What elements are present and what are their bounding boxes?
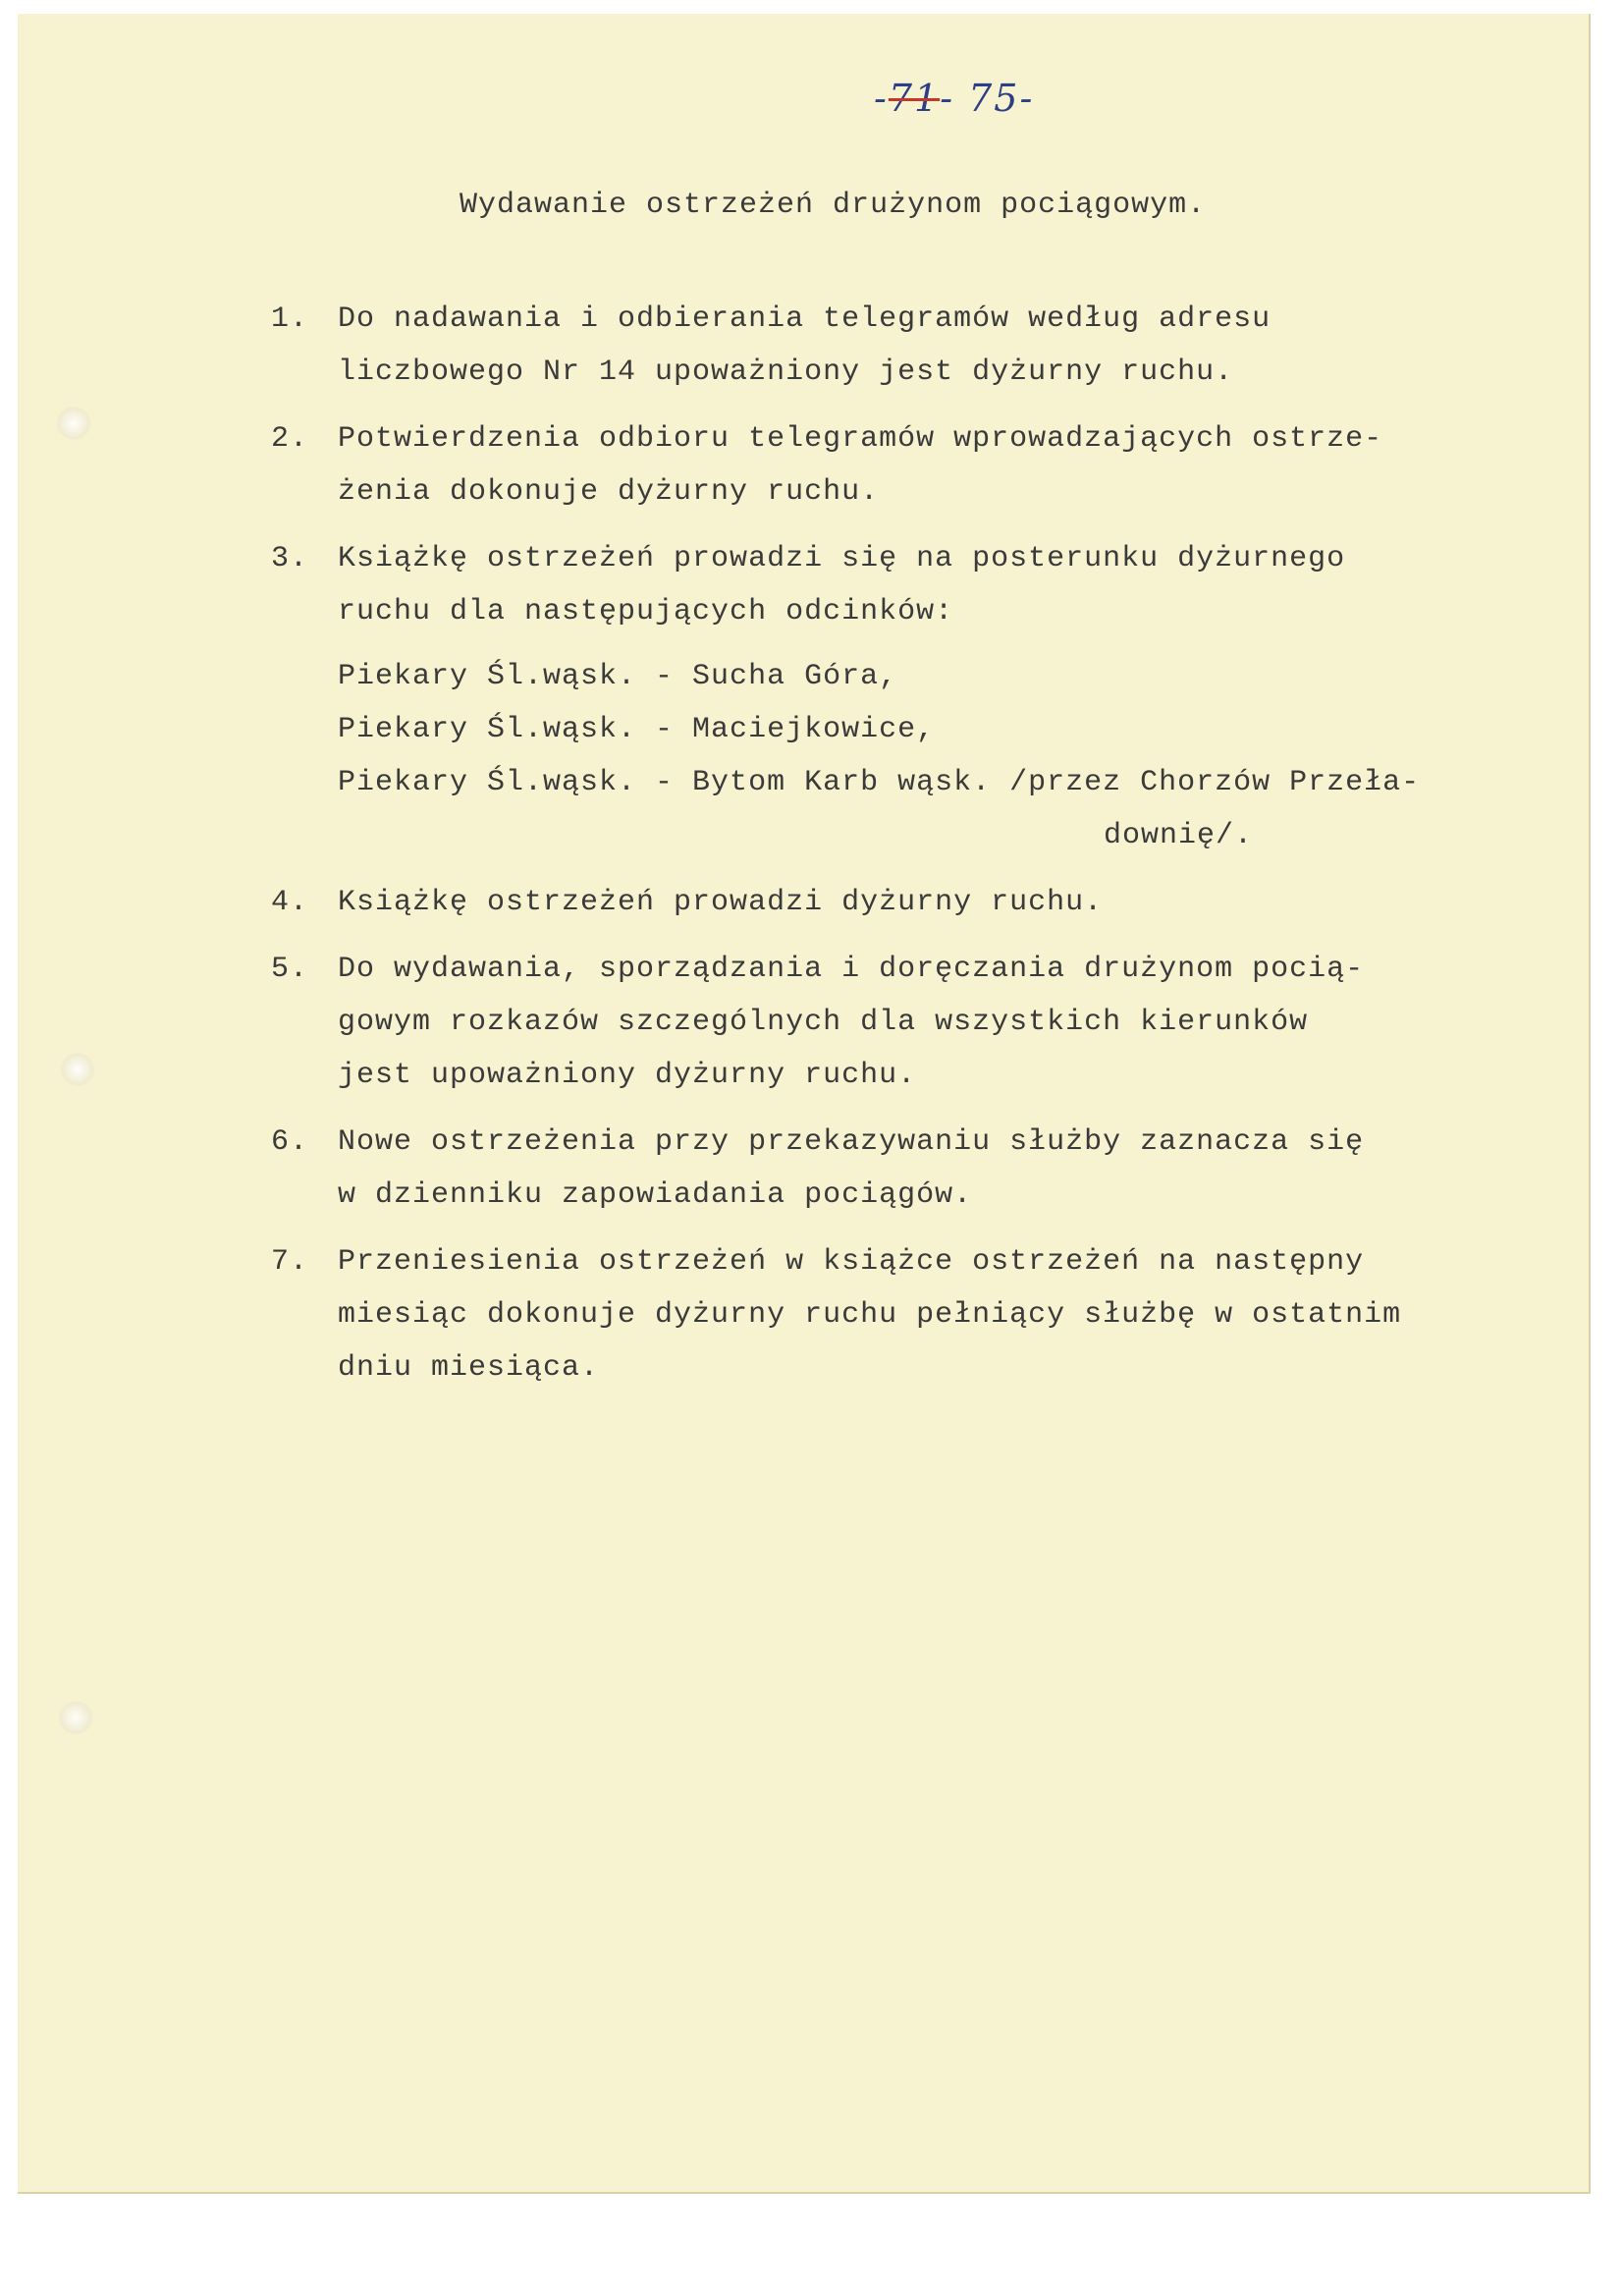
rule-text: Książkę ostrzeżeń prowadzi się na posterunku dyżurnego ruchu dla następujących odcinków: bbox=[338, 542, 1346, 629]
rule-item-4 bbox=[271, 876, 1538, 929]
rule-text: Potwierdzenia odbioru telegramów wprowadzających ostrze- żenia dokonuje dyżurny ruchu. bbox=[338, 422, 1383, 509]
rule-text: Do nadawania i odbierania telegramów według adresu liczbowego Nr 14 upoważniony jest dyżurny ruchu. bbox=[338, 302, 1271, 389]
section-line: Piekary Śl.wąsk. - Maciejkowice, bbox=[338, 713, 936, 746]
rules-list bbox=[271, 293, 1538, 1408]
rule-text: Książkę ostrzeżeń prowadzi dyżurny ruchu. bbox=[338, 886, 1104, 919]
document-title: Wydawanie ostrzeżeń drużynom pociągowym. bbox=[460, 189, 1207, 222]
crossed-out-page-number: 71 bbox=[888, 77, 941, 120]
page-number: -71- 75- bbox=[874, 77, 1035, 120]
punch-hole-mark bbox=[55, 407, 92, 440]
rule-item-7 bbox=[271, 1235, 1538, 1394]
rule-number: 6. bbox=[271, 1125, 309, 1159]
rule-number: 3. bbox=[271, 542, 309, 575]
rule-text: Przeniesienia ostrzeżeń w książce ostrzeżeń na następny miesiąc dokonuje dyżurny ruchu pełniący służbę w ostatnim dniu miesiąca. bbox=[338, 1245, 1402, 1385]
rule-number: 1. bbox=[271, 302, 309, 336]
rule-number: 4. bbox=[271, 886, 309, 919]
rule-item-1 bbox=[271, 293, 1538, 399]
rule-number: 2. bbox=[271, 422, 309, 456]
punch-hole-mark bbox=[57, 1701, 94, 1734]
rule-text: Do wydawania, sporządzania i doręczania drużynom pocią- gowym rozkazów szczególnych dla wszystkich kierunków jest upoważniony dyżurny ruchu. bbox=[338, 953, 1365, 1092]
rule-number: 5. bbox=[271, 953, 309, 986]
current-page-number: 75 bbox=[968, 77, 1020, 120]
rule-item-2 bbox=[271, 412, 1538, 519]
rule-text: Nowe ostrzeżenia przy przekazywaniu służby zaznacza się w dzienniku zapowiadania pociągów. bbox=[338, 1125, 1365, 1212]
section-line: Piekary Śl.wąsk. - Bytom Karb wąsk. /przez Chorzów Przeła- bbox=[338, 766, 1421, 799]
rule-item-5 bbox=[271, 943, 1538, 1102]
rule-item-6 bbox=[271, 1116, 1538, 1222]
rule-item-3 bbox=[271, 532, 1538, 862]
rule-number: 7. bbox=[271, 1245, 309, 1279]
section-list bbox=[338, 650, 1538, 862]
punch-hole-mark bbox=[59, 1053, 96, 1086]
document-page bbox=[18, 14, 1591, 2194]
section-continuation: downię/. bbox=[1104, 819, 1254, 852]
section-line: Piekary Śl.wąsk. - Sucha Góra, bbox=[338, 660, 898, 693]
